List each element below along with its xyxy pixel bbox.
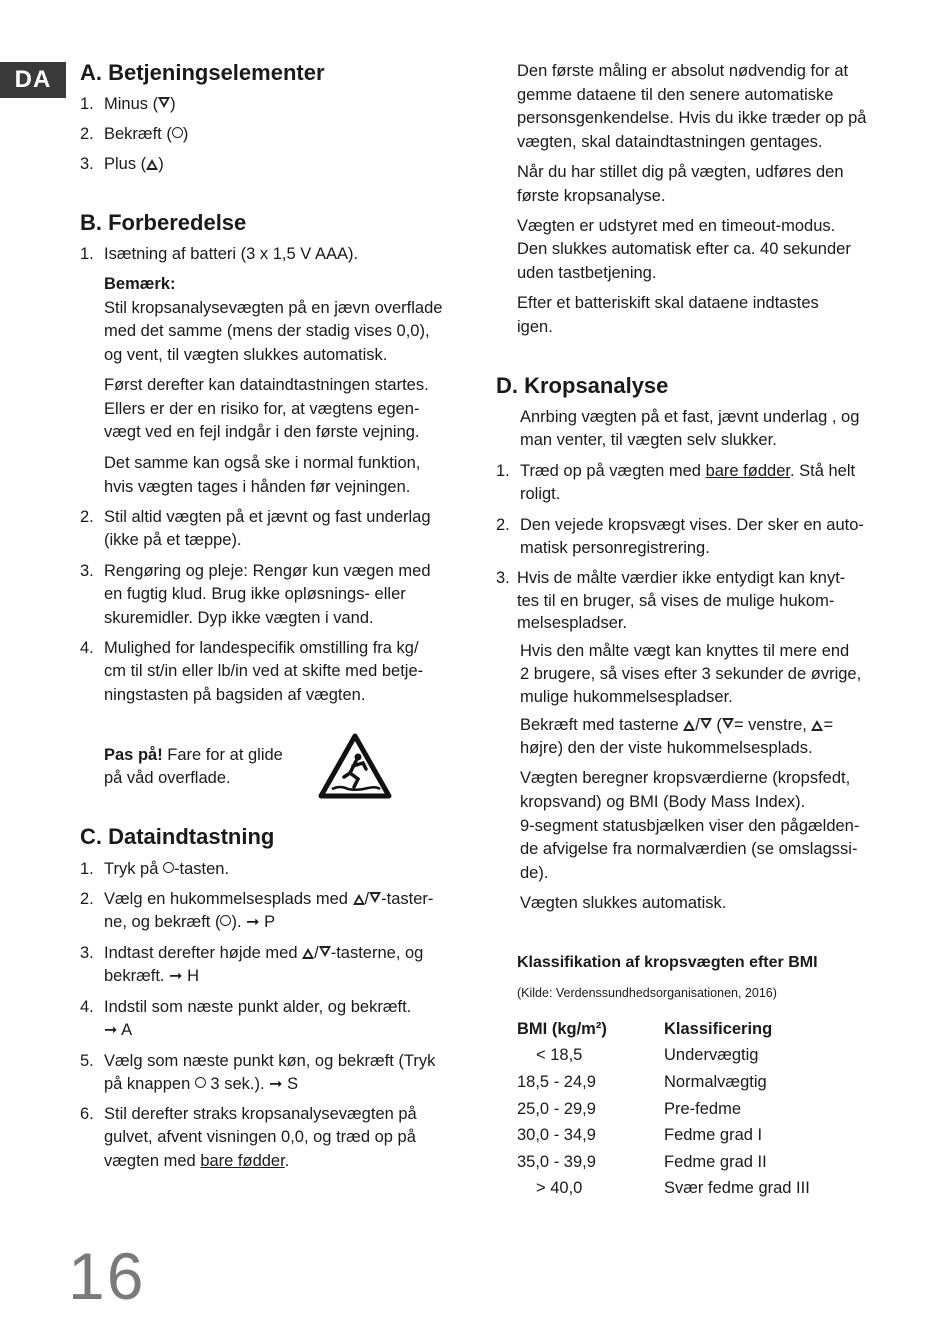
- paragraph-line: Anrbing vægten på et fast, jævnt underlag , og: [520, 408, 860, 426]
- note-text: Stil kropsanalysevægten på en jævn overflade: [104, 299, 443, 317]
- minus-icon: [722, 718, 734, 729]
- note-text: med det samme (mens der stadig vises 0,0),: [104, 322, 430, 340]
- paragraph-line: gemme dataene til den senere automatiske: [517, 86, 834, 104]
- table-row: [517, 1149, 810, 1176]
- list-number: 6.: [80, 1105, 94, 1123]
- list-item: tes til en bruger, så vises de mulige hukom-: [517, 592, 835, 610]
- list-number: 2.: [80, 890, 94, 908]
- plus-icon: [683, 720, 695, 731]
- list-number: 1.: [80, 245, 94, 263]
- paragraph-line: Vægten er udstyret med en timeout-modus.: [517, 217, 836, 235]
- confirm-icon: [220, 915, 231, 926]
- table-row: [517, 1069, 810, 1096]
- table-row: [517, 1176, 810, 1203]
- paragraph-line: vægten, skal dataindtastningen gentages.: [517, 133, 823, 151]
- arrow-right-icon: ➞: [169, 968, 183, 985]
- plus-icon: [353, 894, 365, 905]
- arrow-right-icon: ➞: [246, 914, 260, 931]
- list-item: ➞ A: [104, 1019, 132, 1043]
- plus-icon: [811, 720, 823, 731]
- list-item: roligt.: [520, 485, 561, 503]
- list-item: cm til st/in eller lb/in ved at skifte med betje-: [104, 662, 424, 680]
- list-item: Stil altid vægten på et jævnt og fast underlag: [104, 508, 431, 526]
- table-cell: Svær fedme grad III: [664, 1179, 810, 1198]
- table-row: [517, 1043, 810, 1070]
- paragraph-line: 2 brugere, så vises efter 3 sekunder de øvrige,: [520, 665, 862, 683]
- paragraph-line: Vægten beregner kropsværdierne (kropsfedt,: [520, 769, 851, 787]
- section-a-title: A. Betjeningselementer: [80, 60, 325, 85]
- list-item: Rengøring og pleje: Rengør kun vægen med: [104, 562, 431, 580]
- note-title: Bemærk:: [104, 275, 176, 293]
- table-cell: 30,0 - 34,9: [517, 1126, 596, 1145]
- paragraph-line: højre) den der viste hukommelsesplads.: [520, 739, 813, 757]
- list-item: Tryk på -tasten.: [104, 860, 230, 878]
- paragraph-line: mulige hukommelsespladser.: [520, 688, 733, 706]
- list-item: en fugtig klud. Brug ikke opløsnings- eller: [104, 585, 406, 603]
- table-cell: Undervægtig: [664, 1046, 759, 1065]
- list-item: ne, og bekræft ( ). ➞ P: [104, 911, 275, 935]
- table-cell: 35,0 - 39,9: [517, 1152, 596, 1171]
- list-item: på knappen 3 sek.). ➞ S: [104, 1073, 298, 1097]
- page-number: 16: [68, 1239, 146, 1313]
- list-number: 4.: [80, 639, 94, 657]
- paragraph-line: Hvis den målte vægt kan knyttes til mere end: [520, 642, 850, 660]
- confirm-icon: [163, 862, 174, 873]
- section-c-title: C. Dataindtastning: [80, 824, 275, 849]
- list-number: 1.: [496, 462, 510, 480]
- list-item: Træd op på vægten med bare fødder. Stå helt: [520, 462, 856, 480]
- note-text: og vent, til vægten slukkes automatisk.: [104, 346, 388, 364]
- table-cell: < 18,5: [536, 1046, 583, 1065]
- slippery-floor-warning-icon: [318, 733, 392, 799]
- list-item: (ikke på et tæppe).: [104, 531, 242, 549]
- plus-icon: [302, 948, 314, 959]
- paragraph-line: igen.: [517, 318, 553, 336]
- list-item: Bekræft ( ): [104, 125, 189, 143]
- list-number: 3.: [80, 155, 94, 173]
- paragraph-line: Ellers er der en risiko for, at vægtens egen-: [104, 400, 420, 418]
- warning-text: på våd overflade.: [104, 769, 231, 787]
- list-number: 3.: [496, 569, 510, 587]
- list-item: Mulighed for landespecifik omstilling fra kg/: [104, 639, 419, 657]
- minus-icon: [700, 718, 712, 729]
- table-row: [517, 1122, 810, 1149]
- list-number: 3.: [80, 944, 94, 962]
- paragraph-line: Når du har stillet dig på vægten, udføres den: [517, 163, 844, 181]
- paragraph-line: Det samme kan også ske i normal funktion,: [104, 454, 421, 472]
- bmi-table-title: Klassifikation af kropsvægten efter BMI: [517, 954, 818, 971]
- list-number: 4.: [80, 998, 94, 1016]
- list-item: vægten med bare fødder.: [104, 1152, 290, 1170]
- section-b-title: B. Forberedelse: [80, 210, 247, 235]
- paragraph-line: personsgenkendelse. Hvis du ikke træder op på: [517, 109, 867, 127]
- section-d-title: D. Kropsanalyse: [496, 373, 669, 398]
- confirm-icon: [195, 1077, 206, 1088]
- table-cell: Normalvægtig: [664, 1072, 767, 1091]
- list-item: Plus ( ): [104, 155, 164, 173]
- list-item: skuremidler. Dyp ikke vægten i vand.: [104, 609, 374, 627]
- table-cell: > 40,0: [536, 1179, 583, 1198]
- list-number: 3.: [80, 562, 94, 580]
- table-cell: Pre-fedme: [664, 1099, 742, 1118]
- paragraph-line: vægt ved en fejl indgår i den første vejning.: [104, 423, 420, 441]
- paragraph-line: uden tastbetjening.: [517, 264, 657, 282]
- minus-icon: [369, 892, 381, 903]
- bmi-table: [517, 1016, 810, 1202]
- paragraph-line: de).: [520, 864, 549, 882]
- list-item: Indstil som næste punkt alder, og bekræft.: [104, 998, 412, 1016]
- list-item: Vælg som næste punkt køn, og bekræft (Tryk: [104, 1052, 436, 1070]
- minus-icon: [319, 946, 331, 957]
- paragraph-line: Vægten slukkes automatisk.: [520, 894, 727, 912]
- list-item: gulvet, afvent visningen 0,0, og træd op på: [104, 1128, 416, 1146]
- paragraph-line: første kropsanalyse.: [517, 187, 666, 205]
- plus-icon: [146, 159, 158, 170]
- paragraph-line: Først derefter kan dataindtastningen startes.: [104, 376, 429, 394]
- list-item: Stil derefter straks kropsanalysevægten på: [104, 1105, 417, 1123]
- list-item: Isætning af batteri (3 x 1,5 V AAA).: [104, 245, 359, 263]
- list-item: matisk personregistrering.: [520, 539, 710, 557]
- table-cell: Fedme grad II: [664, 1152, 767, 1171]
- bmi-source: (Kilde: Verdenssundhedsorganisationen, 2016): [517, 986, 777, 1000]
- paragraph-line: hvis vægten tages i hånden før vejningen.: [104, 478, 411, 496]
- list-item: Minus ( ): [104, 95, 176, 113]
- table-row: [517, 1096, 810, 1123]
- table-header-row: [517, 1016, 810, 1043]
- list-number: 5.: [80, 1052, 94, 1070]
- paragraph-line: Den første måling er absolut nødvendig for at: [517, 62, 849, 80]
- column-header: Klassificering: [664, 1019, 773, 1038]
- table-cell: Fedme grad I: [664, 1126, 763, 1145]
- language-tab: DA: [0, 62, 66, 98]
- list-item: Hvis de målte værdier ikke entydigt kan knyt-: [517, 569, 846, 587]
- list-number: 1.: [80, 95, 94, 113]
- arrow-right-icon: ➞: [269, 1076, 283, 1093]
- paragraph-line: de afvigelse fra normalværdien (se omslagssi-: [520, 840, 858, 858]
- column-header: BMI (kg/m²): [517, 1019, 607, 1038]
- list-item: Indtast derefter højde med / -tasterne, og: [104, 944, 424, 962]
- list-item: Vælg en hukommelsesplads med / -taster-: [104, 890, 434, 908]
- arrow-right-icon: ➞: [104, 1022, 118, 1039]
- table-cell: 25,0 - 29,9: [517, 1099, 596, 1118]
- paragraph-line: Den slukkes automatisk efter ca. 40 sekunder: [517, 240, 851, 258]
- list-number: 1.: [80, 860, 94, 878]
- list-number: 2.: [80, 508, 94, 526]
- warning-text: Pas på! Fare for at glide: [104, 746, 283, 764]
- confirm-icon: [172, 127, 183, 138]
- list-number: 2.: [80, 125, 94, 143]
- paragraph-line: Bekræft med tasterne / ( = venstre, =: [520, 716, 834, 734]
- list-item: Den vejede kropsvægt vises. Der sker en auto-: [520, 516, 864, 534]
- minus-icon: [158, 97, 170, 108]
- list-item: melsespladser.: [517, 614, 628, 632]
- paragraph-line: man venter, til vægten selv slukker.: [520, 431, 777, 449]
- table-cell: 18,5 - 24,9: [517, 1072, 596, 1091]
- list-item: ningstasten på bagsiden af vægten.: [104, 686, 366, 704]
- paragraph-line: 9-segment statusbjælken viser den pågælden-: [520, 817, 860, 835]
- list-number: 2.: [496, 516, 510, 534]
- list-item: bekræft. ➞ H: [104, 965, 199, 989]
- paragraph-line: kropsvand) og BMI (Body Mass Index).: [520, 793, 806, 811]
- paragraph-line: Efter et batteriskift skal dataene indtastes: [517, 294, 819, 312]
